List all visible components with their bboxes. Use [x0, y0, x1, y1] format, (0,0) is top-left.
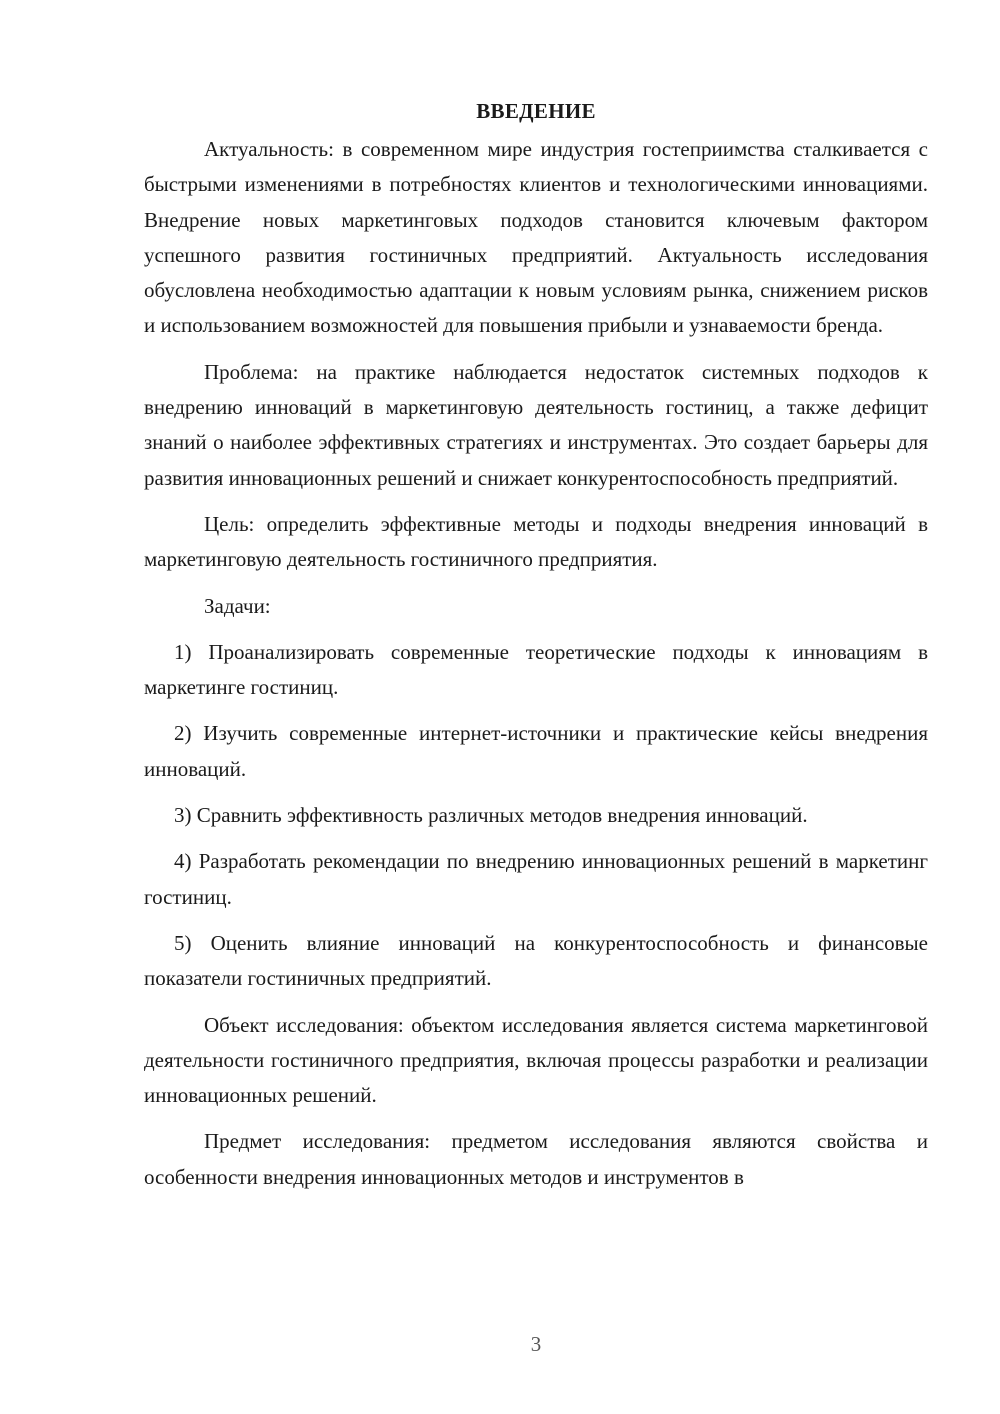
task-item-5: 5) Оценить влияние инноваций на конкурентоспособность и финансовые показатели гостиничных предприятий.: [144, 930, 928, 991]
paragraph-object: Объект исследования: объектом исследования является система маркетинговой деятельности гостиничного предприятия, включая процессы разработки и реализации инновационных решений.: [144, 1012, 928, 1108]
paragraph-subject: Предмет исследования: предметом исследования являются свойства и особенности внедрения инновационных методов и инструментов в: [144, 1129, 928, 1189]
task-item-2: 2) Изучить современные интернет-источники и практические кейсы внедрения инноваций.: [144, 721, 928, 781]
paragraph-goal: Цель: определить эффективные методы и подходы внедрения инноваций в маркетинговую деятельность гостиничного предприятия.: [144, 511, 928, 572]
task-item-1: 1) Проанализировать современные теоретические подходы к инновациям в маркетинге гостиниц.: [144, 639, 928, 700]
section-title: ВВЕДЕНИЕ: [476, 99, 596, 123]
page-number: 3: [530, 1332, 542, 1356]
document-page: [144, 92, 928, 1195]
paragraph-problem: Проблема: на практике наблюдается недостаток системных подходов к внедрению инноваций в маркетинговую деятельность гостиниц, а также дефицит знаний о наиболее эффективных стратегиях и инструментах. Это создает барьеры для развития инновационных решений и снижает конкурентоспособность предприятий.: [144, 359, 928, 490]
task-item-3: 3) Сравнить эффективность различных методов внедрения инноваций.: [174, 803, 808, 828]
task-item-4: 4) Разработать рекомендации по внедрению инновационных решений в маркетинг гостиниц.: [144, 849, 928, 909]
paragraph-relevance: Актуальность: в современном мире индустрия гостеприимства сталкивается с быстрыми изменениями в потребностях клиентов и технологическими инновациями. Внедрение новых маркетинговых подходов становится ключевым фактором успешного развития гостиничных предприятий. Актуальность исследования обусловлена необходимостью адаптации к новым условиям рынка, снижением рисков и использованием возможностей для повышения прибыли и узнаваемости бренда.: [144, 137, 928, 338]
tasks-heading: Задачи:: [204, 593, 271, 618]
